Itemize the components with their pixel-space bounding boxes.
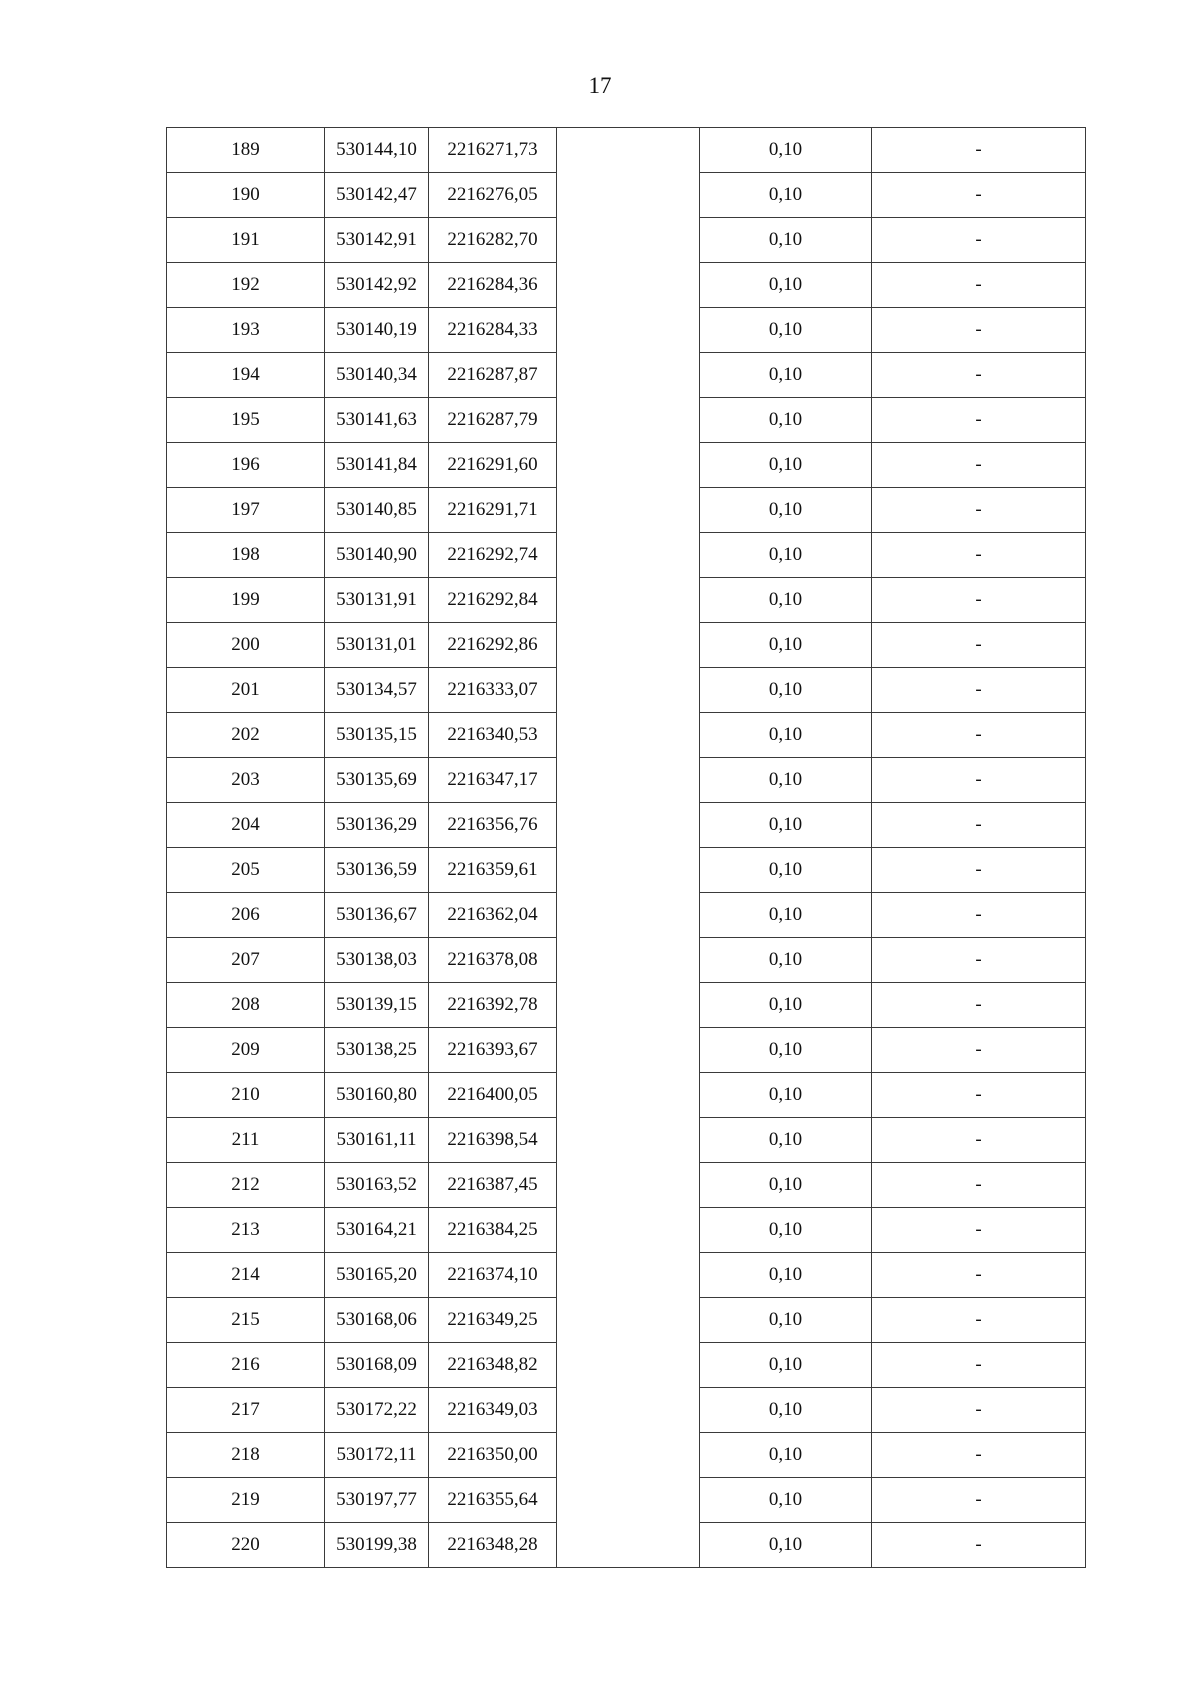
value-cell: 0,10	[700, 1388, 872, 1433]
x-coordinate-cell: 530160,80	[325, 1073, 429, 1118]
x-coordinate-cell: 530136,59	[325, 848, 429, 893]
y-coordinate-cell: 2216398,54	[429, 1118, 557, 1163]
point-number-cell: 193	[167, 308, 325, 353]
page-number: 17	[588, 73, 612, 98]
y-coordinate-cell: 2216292,74	[429, 533, 557, 578]
y-coordinate-cell: 2216374,10	[429, 1253, 557, 1298]
note-cell: -	[872, 1478, 1086, 1523]
y-coordinate-cell: 2216284,36	[429, 263, 557, 308]
x-coordinate-cell: 530140,34	[325, 353, 429, 398]
point-number-cell: 209	[167, 1028, 325, 1073]
x-coordinate-cell: 530142,47	[325, 173, 429, 218]
y-coordinate-cell: 2216333,07	[429, 668, 557, 713]
y-coordinate-cell: 2216356,76	[429, 803, 557, 848]
note-cell: -	[872, 488, 1086, 533]
merged-empty-cell	[557, 128, 700, 1568]
point-number-cell: 205	[167, 848, 325, 893]
y-coordinate-cell: 2216400,05	[429, 1073, 557, 1118]
note-cell: -	[872, 1118, 1086, 1163]
y-coordinate-cell: 2216287,79	[429, 398, 557, 443]
note-cell: -	[872, 173, 1086, 218]
note-cell: -	[872, 1343, 1086, 1388]
point-number-cell: 196	[167, 443, 325, 488]
coordinates-table-body	[167, 128, 1086, 1568]
y-coordinate-cell: 2216359,61	[429, 848, 557, 893]
value-cell: 0,10	[700, 1478, 872, 1523]
point-number-cell: 208	[167, 983, 325, 1028]
point-number-cell: 195	[167, 398, 325, 443]
x-coordinate-cell: 530138,03	[325, 938, 429, 983]
coordinates-table	[166, 127, 1086, 1568]
note-cell: -	[872, 623, 1086, 668]
note-cell: -	[872, 1433, 1086, 1478]
value-cell: 0,10	[700, 758, 872, 803]
value-cell: 0,10	[700, 578, 872, 623]
table-row	[167, 128, 1086, 173]
value-cell: 0,10	[700, 1523, 872, 1568]
point-number-cell: 214	[167, 1253, 325, 1298]
x-coordinate-cell: 530140,85	[325, 488, 429, 533]
point-number-cell: 203	[167, 758, 325, 803]
point-number-cell: 211	[167, 1118, 325, 1163]
note-cell: -	[872, 848, 1086, 893]
value-cell: 0,10	[700, 398, 872, 443]
x-coordinate-cell: 530165,20	[325, 1253, 429, 1298]
x-coordinate-cell: 530141,63	[325, 398, 429, 443]
x-coordinate-cell: 530135,69	[325, 758, 429, 803]
value-cell: 0,10	[700, 173, 872, 218]
x-coordinate-cell: 530197,77	[325, 1478, 429, 1523]
point-number-cell: 216	[167, 1343, 325, 1388]
x-coordinate-cell: 530131,01	[325, 623, 429, 668]
note-cell: -	[872, 1298, 1086, 1343]
y-coordinate-cell: 2216387,45	[429, 1163, 557, 1208]
value-cell: 0,10	[700, 263, 872, 308]
note-cell: -	[872, 1028, 1086, 1073]
y-coordinate-cell: 2216347,17	[429, 758, 557, 803]
x-coordinate-cell: 530140,19	[325, 308, 429, 353]
note-cell: -	[872, 713, 1086, 758]
value-cell: 0,10	[700, 938, 872, 983]
x-coordinate-cell: 530140,90	[325, 533, 429, 578]
value-cell: 0,10	[700, 533, 872, 578]
value-cell: 0,10	[700, 488, 872, 533]
note-cell: -	[872, 1163, 1086, 1208]
note-cell: -	[872, 938, 1086, 983]
value-cell: 0,10	[700, 803, 872, 848]
value-cell: 0,10	[700, 1208, 872, 1253]
note-cell: -	[872, 1073, 1086, 1118]
point-number-cell: 210	[167, 1073, 325, 1118]
note-cell: -	[872, 1388, 1086, 1433]
y-coordinate-cell: 2216292,86	[429, 623, 557, 668]
point-number-cell: 219	[167, 1478, 325, 1523]
point-number-cell: 212	[167, 1163, 325, 1208]
x-coordinate-cell: 530139,15	[325, 983, 429, 1028]
note-cell: -	[872, 983, 1086, 1028]
point-number-cell: 194	[167, 353, 325, 398]
point-number-cell: 218	[167, 1433, 325, 1478]
value-cell: 0,10	[700, 713, 872, 758]
x-coordinate-cell: 530168,06	[325, 1298, 429, 1343]
x-coordinate-cell: 530136,67	[325, 893, 429, 938]
point-number-cell: 197	[167, 488, 325, 533]
y-coordinate-cell: 2216350,00	[429, 1433, 557, 1478]
value-cell: 0,10	[700, 1343, 872, 1388]
value-cell: 0,10	[700, 443, 872, 488]
value-cell: 0,10	[700, 1118, 872, 1163]
x-coordinate-cell: 530199,38	[325, 1523, 429, 1568]
note-cell: -	[872, 263, 1086, 308]
y-coordinate-cell: 2216362,04	[429, 893, 557, 938]
value-cell: 0,10	[700, 1253, 872, 1298]
value-cell: 0,10	[700, 1163, 872, 1208]
y-coordinate-cell: 2216340,53	[429, 713, 557, 758]
value-cell: 0,10	[700, 1298, 872, 1343]
x-coordinate-cell: 530141,84	[325, 443, 429, 488]
y-coordinate-cell: 2216348,28	[429, 1523, 557, 1568]
x-coordinate-cell: 530142,92	[325, 263, 429, 308]
y-coordinate-cell: 2216378,08	[429, 938, 557, 983]
value-cell: 0,10	[700, 848, 872, 893]
point-number-cell: 215	[167, 1298, 325, 1343]
y-coordinate-cell: 2216348,82	[429, 1343, 557, 1388]
point-number-cell: 198	[167, 533, 325, 578]
point-number-cell: 207	[167, 938, 325, 983]
x-coordinate-cell: 530172,11	[325, 1433, 429, 1478]
x-coordinate-cell: 530131,91	[325, 578, 429, 623]
note-cell: -	[872, 578, 1086, 623]
point-number-cell: 213	[167, 1208, 325, 1253]
value-cell: 0,10	[700, 308, 872, 353]
x-coordinate-cell: 530142,91	[325, 218, 429, 263]
y-coordinate-cell: 2216287,87	[429, 353, 557, 398]
value-cell: 0,10	[700, 353, 872, 398]
y-coordinate-cell: 2216284,33	[429, 308, 557, 353]
y-coordinate-cell: 2216276,05	[429, 173, 557, 218]
y-coordinate-cell: 2216349,03	[429, 1388, 557, 1433]
value-cell: 0,10	[700, 1073, 872, 1118]
y-coordinate-cell: 2216349,25	[429, 1298, 557, 1343]
x-coordinate-cell: 530135,15	[325, 713, 429, 758]
note-cell: -	[872, 1208, 1086, 1253]
y-coordinate-cell: 2216271,73	[429, 128, 557, 173]
y-coordinate-cell: 2216355,64	[429, 1478, 557, 1523]
point-number-cell: 204	[167, 803, 325, 848]
point-number-cell: 202	[167, 713, 325, 758]
y-coordinate-cell: 2216393,67	[429, 1028, 557, 1073]
y-coordinate-cell: 2216392,78	[429, 983, 557, 1028]
x-coordinate-cell: 530161,11	[325, 1118, 429, 1163]
note-cell: -	[872, 668, 1086, 713]
point-number-cell: 201	[167, 668, 325, 713]
y-coordinate-cell: 2216291,71	[429, 488, 557, 533]
y-coordinate-cell: 2216282,70	[429, 218, 557, 263]
y-coordinate-cell: 2216292,84	[429, 578, 557, 623]
x-coordinate-cell: 530172,22	[325, 1388, 429, 1433]
note-cell: -	[872, 1523, 1086, 1568]
note-cell: -	[872, 1253, 1086, 1298]
note-cell: -	[872, 758, 1086, 803]
note-cell: -	[872, 803, 1086, 848]
point-number-cell: 190	[167, 173, 325, 218]
note-cell: -	[872, 398, 1086, 443]
value-cell: 0,10	[700, 128, 872, 173]
point-number-cell: 217	[167, 1388, 325, 1433]
value-cell: 0,10	[700, 623, 872, 668]
value-cell: 0,10	[700, 668, 872, 713]
x-coordinate-cell: 530134,57	[325, 668, 429, 713]
note-cell: -	[872, 128, 1086, 173]
value-cell: 0,10	[700, 1433, 872, 1478]
x-coordinate-cell: 530164,21	[325, 1208, 429, 1253]
note-cell: -	[872, 353, 1086, 398]
note-cell: -	[872, 533, 1086, 578]
note-cell: -	[872, 893, 1086, 938]
x-coordinate-cell: 530144,10	[325, 128, 429, 173]
note-cell: -	[872, 218, 1086, 263]
point-number-cell: 206	[167, 893, 325, 938]
point-number-cell: 189	[167, 128, 325, 173]
point-number-cell: 200	[167, 623, 325, 668]
point-number-cell: 199	[167, 578, 325, 623]
x-coordinate-cell: 530163,52	[325, 1163, 429, 1208]
value-cell: 0,10	[700, 1028, 872, 1073]
value-cell: 0,10	[700, 983, 872, 1028]
y-coordinate-cell: 2216291,60	[429, 443, 557, 488]
value-cell: 0,10	[700, 893, 872, 938]
point-number-cell: 192	[167, 263, 325, 308]
y-coordinate-cell: 2216384,25	[429, 1208, 557, 1253]
note-cell: -	[872, 443, 1086, 488]
value-cell: 0,10	[700, 218, 872, 263]
point-number-cell: 220	[167, 1523, 325, 1568]
point-number-cell: 191	[167, 218, 325, 263]
x-coordinate-cell: 530138,25	[325, 1028, 429, 1073]
x-coordinate-cell: 530168,09	[325, 1343, 429, 1388]
x-coordinate-cell: 530136,29	[325, 803, 429, 848]
note-cell: -	[872, 308, 1086, 353]
